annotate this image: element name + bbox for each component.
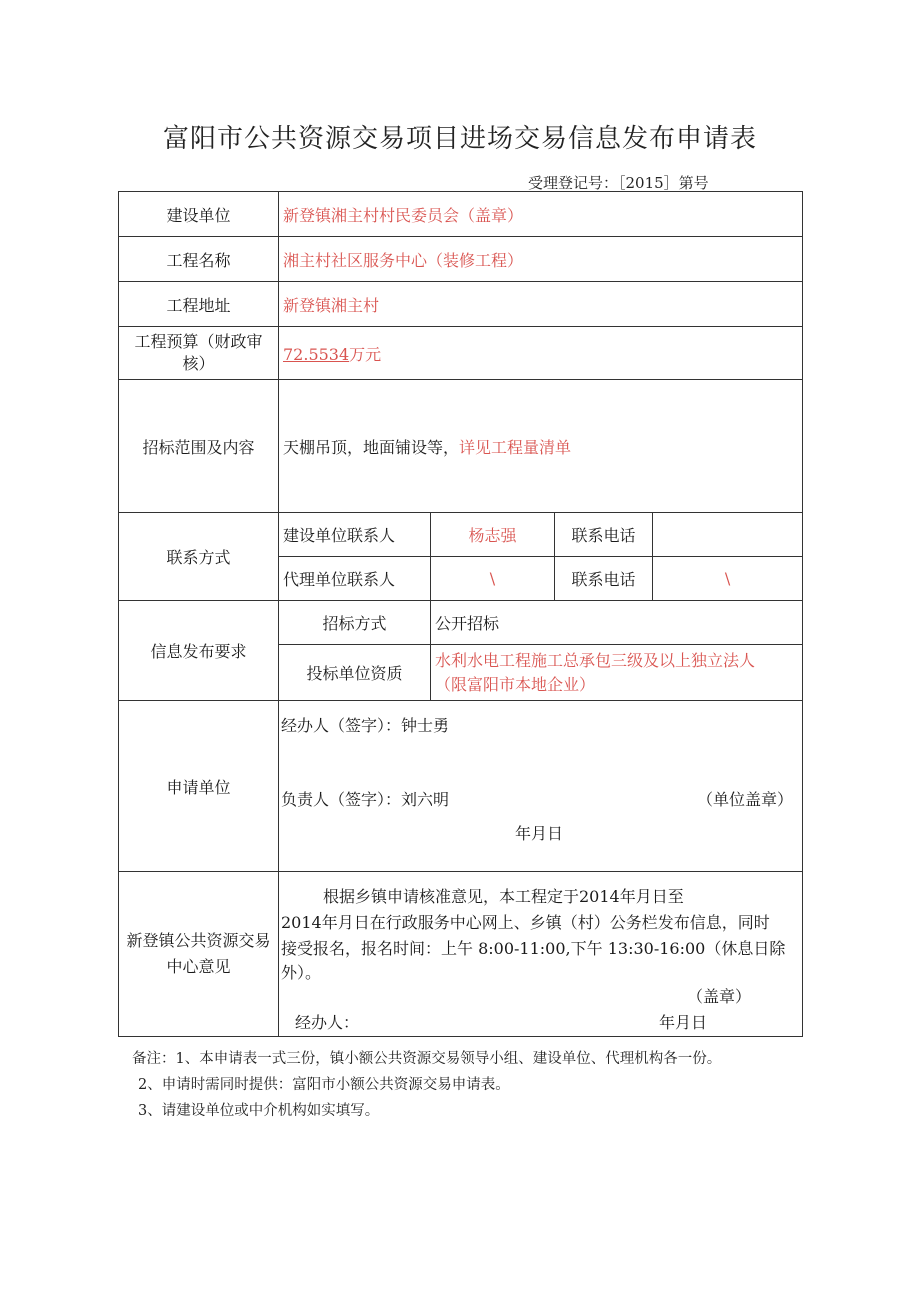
applicant-date: 年月日 (515, 824, 564, 843)
qual-line-1: 水利水电工程施工总承包三级及以上独立法人 (435, 650, 756, 670)
note-3: 3、请建设单位或中介机构如实填写。 (138, 1103, 380, 1119)
note-1: 备注：1、本申请表一式三份，镇小额公共资源交易领导小组、建设单位、代理机构各一份。 (132, 1051, 722, 1067)
budget-label-line-1: 工程预算（财政审 (134, 332, 263, 351)
center-seal: （盖章） (687, 987, 752, 1006)
method-label: 招标方式 (279, 601, 431, 645)
scope-label: 招标范围及内容 (119, 380, 279, 513)
phone-label-2: 联系电话 (555, 557, 653, 601)
center-handler: 经办人： (295, 1013, 360, 1032)
agent-contact-label: 代理单位联系人 (279, 557, 431, 601)
row-publish-method (119, 601, 803, 645)
qual-value[interactable] (431, 645, 803, 701)
address-value[interactable]: 新登镇湘主村 (279, 282, 803, 327)
row-contact-builder (119, 513, 803, 557)
address-label: 工程地址 (119, 282, 279, 327)
center-label (119, 872, 279, 1037)
qual-label: 投标单位资质 (279, 645, 431, 701)
row-budget (119, 327, 803, 380)
row-builder (119, 192, 803, 237)
project-label: 工程名称 (119, 237, 279, 282)
applicant-label: 申请单位 (119, 701, 279, 872)
opinion-line-2: 2014年月日在行政服务中心网上、乡镇（村）公务栏发布信息，同时 (281, 913, 770, 932)
applicant-responsible: 负责人（签字）：刘六明 (281, 790, 450, 809)
center-label-line-2: 中心意见 (166, 957, 231, 976)
phone-value-1[interactable] (653, 513, 803, 557)
scope-value[interactable] (279, 380, 803, 513)
contact-label: 联系方式 (119, 513, 279, 601)
budget-label-line-2: 核） (182, 354, 215, 373)
project-value[interactable]: 湘主村社区服务中心（装修工程） (279, 237, 803, 282)
budget-value[interactable] (279, 327, 803, 380)
application-form (118, 191, 803, 1037)
scope-text: 天棚吊顶，地面铺设等， (283, 437, 460, 457)
note-2: 2、申请时需同时提供：富阳市小额公共资源交易申请表。 (138, 1077, 510, 1093)
row-address (119, 282, 803, 327)
qual-line-2: （限富阳市本地企业） (435, 674, 596, 694)
phone-label-1: 联系电话 (555, 513, 653, 557)
builder-label: 建设单位 (119, 192, 279, 237)
opinion-line-4: 外）。 (281, 963, 322, 982)
opinion-line-1: 根据乡镇申请核准意见，本工程定于2014年月日至 (323, 887, 684, 906)
center-label-line-1: 新登镇公共资源交易 (126, 931, 271, 950)
publish-label: 信息发布要求 (119, 601, 279, 701)
row-project (119, 237, 803, 282)
center-opinion-cell[interactable] (279, 872, 803, 1037)
row-scope (119, 380, 803, 513)
builder-value[interactable]: 新登镇湘主村村民委员会（盖章） (279, 192, 803, 237)
registration-number: 受理登记号：［2015］第号 (528, 174, 709, 192)
budget-unit: 万元 (349, 344, 382, 364)
row-applicant (119, 701, 803, 872)
row-center-opinion (119, 872, 803, 1037)
budget-amount: 72.5534 (283, 344, 350, 364)
agent-contact-name[interactable]: \ (431, 557, 555, 601)
phone-value-2[interactable]: \ (653, 557, 803, 601)
builder-contact-label: 建设单位联系人 (279, 513, 431, 557)
notes (132, 1046, 721, 1124)
builder-contact-name[interactable]: 杨志强 (431, 513, 555, 557)
scope-link-text: 详见工程量清单 (459, 437, 572, 457)
applicant-handler: 经办人（签字）：钟士勇 (281, 716, 450, 735)
budget-label (119, 327, 279, 380)
opinion-line-3: 接受报名，报名时间：上午 8:00-11:00,下午 13:30-16:00（休息日除 (281, 939, 786, 958)
center-date: 年月日 (659, 1013, 708, 1032)
applicant-seal: （单位盖章） (697, 790, 794, 809)
method-value[interactable]: 公开招标 (431, 601, 803, 645)
applicant-cell[interactable] (279, 701, 803, 872)
page-title: 富阳市公共资源交易项目进场交易信息发布申请表 (162, 124, 757, 154)
